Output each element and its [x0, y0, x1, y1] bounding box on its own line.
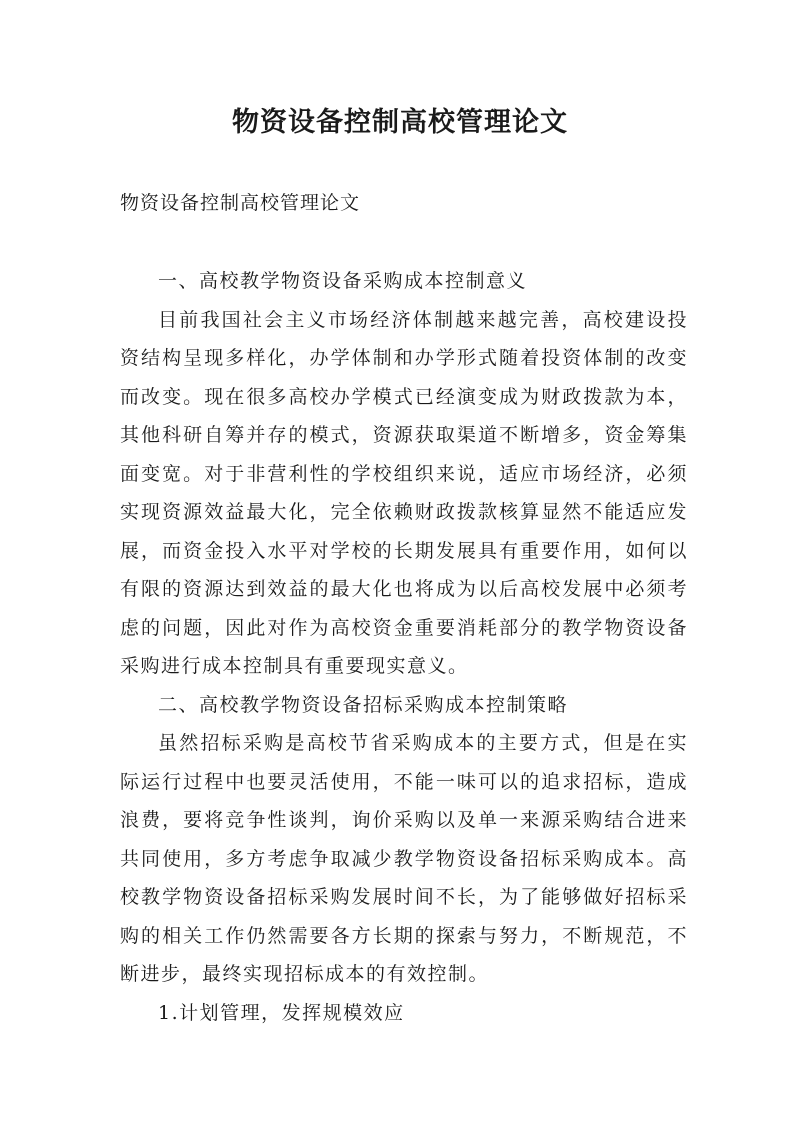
subsection-heading-1: 1.计划管理，发挥规模效应	[158, 1001, 405, 1024]
document-body	[120, 262, 688, 1032]
paragraph-2: 虽然招标采购是高校节省采购成本的主要方式，但是在实际运行过程中也要灵活使用，不能一味可以的追求招标，造成浪费，要将竞争性谈判，询价采购以及单一来源采购结合进来共同使用，多方考虑争取减少教学物资设备招标采购成本。高校教学物资设备招标采购发展时间不长，为了能够做好招标采购的相关工作仍然需要各方长期的探索与努力，不断规范，不断进步，最终实现招标成本的有效控制。	[120, 732, 688, 985]
paragraph-1: 目前我国社会主义市场经济体制越来越完善，高校建设投资结构呈现多样化，办学体制和办学形式随着投资体制的改变而改变。现在很多高校办学模式已经演变成为财政拨款为本，其他科研自筹并存的模式，资源获取渠道不断增多，资金筹集面变宽。对于非营利性的学校组织来说，适应市场经济，必须实现资源效益最大化，完全依赖财政拨款核算显然不能适应发展，而资金投入水平对学校的长期发展具有重要作用，如何以有限的资源达到效益的最大化也将成为以后高校发展中必须考虑的问题，因此对作为高校资金重要消耗部分的教学物资设备采购进行成本控制具有重要现实意义。	[120, 308, 688, 677]
section-heading-1: 一、高校教学物资设备采购成本控制意义	[158, 270, 528, 292]
document-title: 物资设备控制高校管理论文	[232, 107, 568, 138]
document-subtitle: 物资设备控制高校管理论文	[120, 192, 361, 214]
section-heading-2: 二、高校教学物资设备招标采购成本控制策略	[158, 693, 569, 716]
